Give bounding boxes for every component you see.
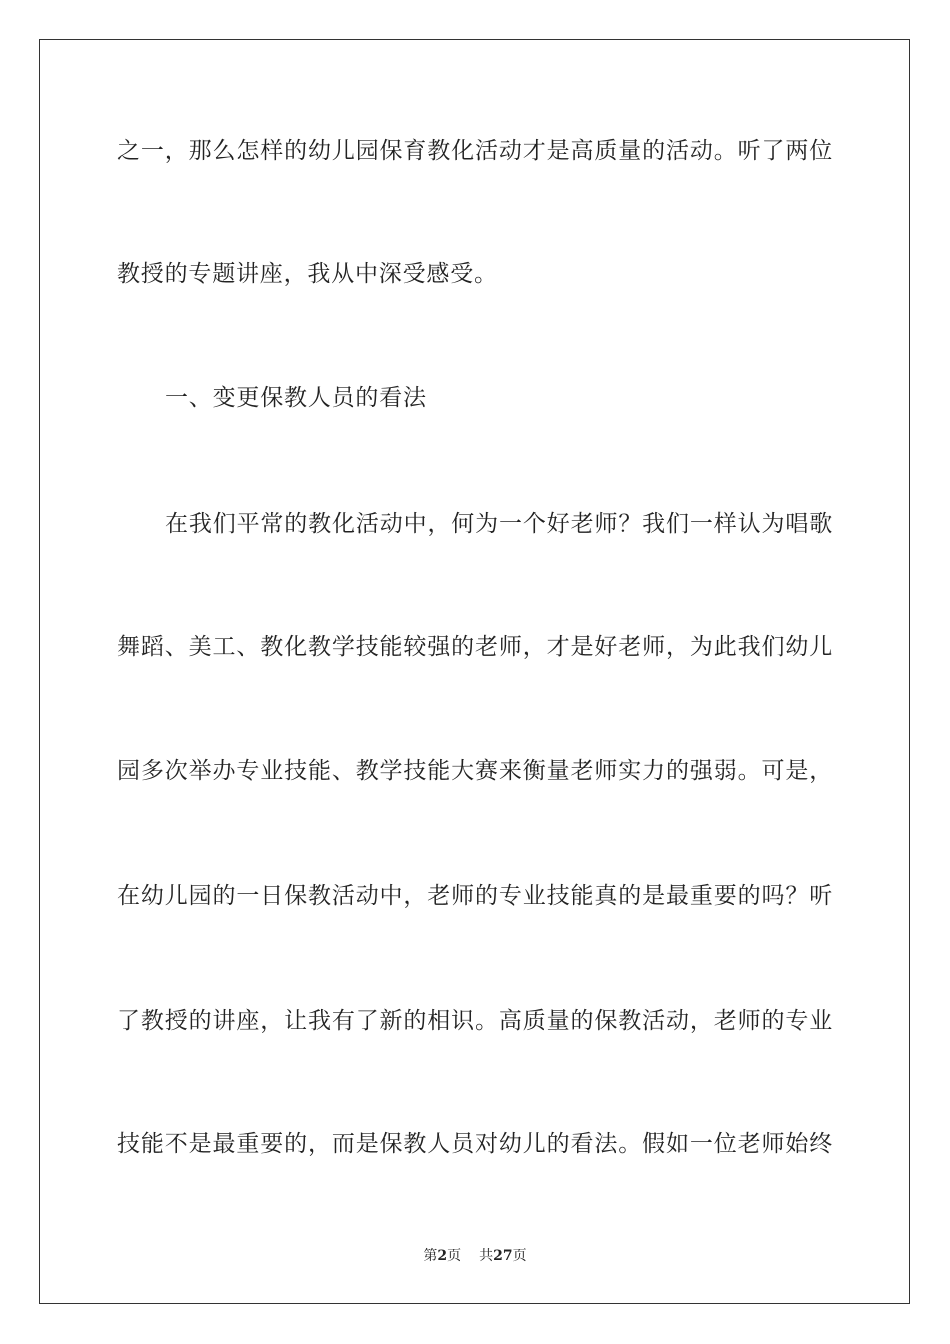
total-pages: 27 xyxy=(493,1248,513,1264)
paragraph-line: 之一，那么怎样的幼儿园保育教化活动才是高质量的活动。听了两位 xyxy=(117,138,833,164)
paragraph-line: 园多次举办专业技能、教学技能大赛来衡量老师实力的强弱。可是， xyxy=(117,758,833,784)
paragraph-line: 教授的专题讲座，我从中深受感受。 xyxy=(117,261,498,287)
total-suffix: 页 xyxy=(512,1248,527,1264)
page-prefix: 第 xyxy=(423,1248,438,1264)
section-heading: 一、变更保教人员的看法 xyxy=(165,385,427,411)
page-suffix: 页 xyxy=(447,1248,462,1264)
paragraph-line: 了教授的讲座，让我有了新的相识。高质量的保教活动，老师的专业 xyxy=(117,1008,833,1034)
page-number: 2 xyxy=(437,1248,448,1264)
paragraph-line: 舞蹈、美工、教化教学技能较强的老师，才是好老师，为此我们幼儿 xyxy=(117,634,833,660)
total-prefix: 共 xyxy=(479,1248,494,1264)
paragraph-line: 在幼儿园的一日保教活动中，老师的专业技能真的是最重要的吗？听 xyxy=(117,883,833,909)
paragraph-line: 技能不是最重要的，而是保教人员对幼儿的看法。假如一位老师始终 xyxy=(117,1131,833,1157)
paragraph-line: 在我们平常的教化活动中，何为一个好老师？我们一样认为唱歌 xyxy=(165,511,833,537)
page-footer xyxy=(0,1247,950,1265)
page-frame xyxy=(39,39,910,1304)
